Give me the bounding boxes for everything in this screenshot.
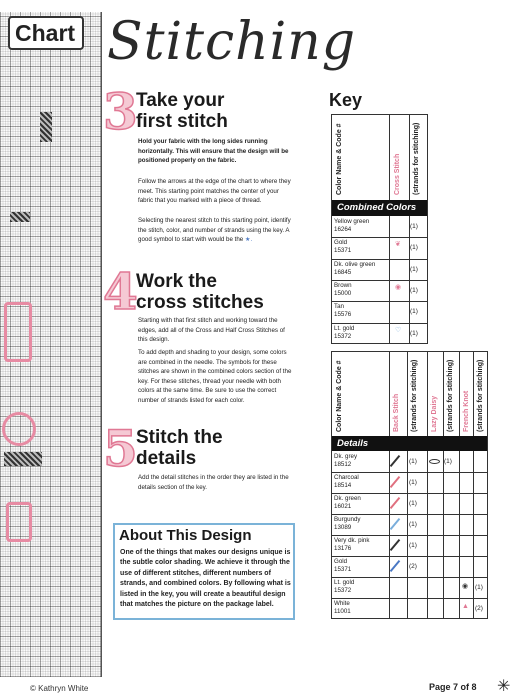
table-row-divider <box>331 323 428 324</box>
color-code: 18512 <box>334 461 352 468</box>
step-heading-line: Stitch the <box>136 427 223 448</box>
step-paragraph: Follow the arrows at the edge of the chart to where they meet. This starting point matches the center of your fabric that you marked with a piece of thread. <box>138 178 291 204</box>
color-name <box>334 218 388 234</box>
page-title: Stitching <box>107 12 357 72</box>
color-name-line: Very dk. pink <box>334 537 370 544</box>
french-knot-icon: ▲ <box>462 603 469 610</box>
table-row-divider <box>331 493 488 494</box>
strands-value: (2) <box>475 605 483 612</box>
step-heading <box>136 90 228 132</box>
color-name-line: Dk. green <box>334 495 361 502</box>
color-name <box>334 303 388 319</box>
color-name-line: Dk. grey <box>334 453 358 460</box>
strands-value: (2) <box>409 563 417 570</box>
column-header-strands: (strands for stitching) <box>477 359 484 432</box>
strands-value: (1) <box>410 265 418 273</box>
color-name-line: Gold <box>334 558 348 565</box>
color-code: 16264 <box>334 226 352 233</box>
step-number: 5 <box>103 419 138 478</box>
chart-motif <box>6 502 32 542</box>
color-name <box>334 239 388 255</box>
key-title: Key <box>329 90 363 110</box>
chart-motif <box>2 412 36 446</box>
column-header-color-name: Color Name & Code # <box>336 123 343 195</box>
color-name <box>334 558 388 574</box>
table-row-divider <box>331 577 488 578</box>
color-code: 15372 <box>334 332 352 340</box>
strands-value: (1) <box>409 479 417 486</box>
step-heading-line: Take your <box>136 90 225 111</box>
table-row-divider <box>331 259 428 260</box>
step-paragraph: To add depth and shading to your design, some colors are combined in the needle. The symbols for these stitches are shown in the combined colors section of the key. For these stitches, thread your needle with both colors at the same time. Be sure to use the correct number of strands listed for each color. <box>138 349 292 404</box>
table-row-divider <box>331 535 488 536</box>
table-row-divider <box>331 301 428 302</box>
color-name-line: Charcoal <box>334 474 359 481</box>
section-bar-details: Details <box>332 436 487 451</box>
column-header-strands: (strands for stitching) <box>413 122 420 195</box>
chart-tab-label: Chart <box>15 20 76 46</box>
color-name-line: White <box>334 600 350 607</box>
column-header-strands: (strands for stitching) <box>447 359 454 432</box>
chart-motif <box>4 302 32 362</box>
step-paragraph: Hold your fabric with the long sides running horizontally. This will ensure that the design will be positioned properly on the fabric. <box>138 138 289 164</box>
copyright: © Kathryn White <box>30 684 89 693</box>
strands-value: (1) <box>410 244 418 252</box>
color-name <box>334 261 388 277</box>
table-divider <box>443 351 444 619</box>
column-header-color-name: Color Name & Code # <box>336 360 343 432</box>
step-number: 3 <box>103 82 138 141</box>
strands-value: (1) <box>410 286 418 294</box>
color-name-line: Tan <box>334 303 344 311</box>
color-code: 13176 <box>334 545 352 552</box>
french-knot-icon: ◉ <box>462 583 469 590</box>
step-heading <box>136 427 223 469</box>
column-header-cross-stitch: Cross Stitch <box>394 153 401 195</box>
lazy-daisy-loop-icon <box>429 459 440 464</box>
step-paragraph: Add the detail stitches in the order they are listed in the details section of the key. <box>138 474 289 491</box>
stitch-symbol-icon: ❦ <box>395 241 401 249</box>
column-header-french-knot: French Knot <box>463 390 470 432</box>
table-row-divider <box>331 472 488 473</box>
stitch-symbol-icon: ◉ <box>395 283 402 291</box>
chart-motif <box>4 452 42 466</box>
color-code: 15576 <box>334 311 352 319</box>
color-code: 18514 <box>334 482 352 489</box>
step-number: 4 <box>103 262 138 321</box>
about-design-title: About This Design <box>119 527 252 544</box>
table-row-divider <box>331 514 488 515</box>
table-divider <box>427 351 428 619</box>
color-name <box>334 474 388 490</box>
color-name-line: Lt. gold <box>334 579 355 586</box>
table-row-divider <box>331 237 428 238</box>
table-divider <box>407 351 408 619</box>
step-heading-line: details <box>136 448 197 469</box>
strands-value: (1) <box>410 308 418 316</box>
color-name <box>334 537 388 553</box>
color-code: 15000 <box>334 289 352 297</box>
about-design-text: One of the things that makes our designs unique is the subtle color shading. We achieve it through the use of different stitches, different numbers of strands, and combined colors. By following what is listed in the key, you will create a beautiful design that matches the picture on the package label. <box>120 549 291 609</box>
color-name <box>334 579 388 595</box>
chart-motif <box>10 212 30 222</box>
color-name-line: Dk. olive green <box>334 260 376 268</box>
table-row-divider <box>331 598 488 599</box>
color-name-line: Lt. gold <box>334 324 355 332</box>
step-paragraph <box>138 216 294 245</box>
step-heading-line: first stitch <box>136 111 228 132</box>
table-divider <box>389 114 390 344</box>
color-code: 15371 <box>334 247 352 255</box>
color-name <box>334 453 388 469</box>
strands-value: (1) <box>409 521 417 528</box>
color-name-line: Burgundy <box>334 516 361 523</box>
color-code: 15372 <box>334 587 352 594</box>
step-heading-line: cross stitches <box>136 292 264 313</box>
column-header-strands: (strands for stitching) <box>411 359 418 432</box>
color-name-line: Gold <box>334 239 348 247</box>
strands-value: (1) <box>410 329 418 337</box>
color-code: 13089 <box>334 524 352 531</box>
step-text: Selecting the nearest stitch to this starting point, identify the stitch, color, and number of strands using the key. A good symbol to start with would be the <box>138 217 291 243</box>
color-code: 15371 <box>334 566 352 573</box>
color-name <box>334 325 388 341</box>
table-divider <box>459 351 460 619</box>
column-header-lazy-daisy: Lazy Daisy <box>431 395 438 432</box>
strands-value: (1) <box>410 223 418 230</box>
strands-value: (1) <box>409 458 417 465</box>
stitch-symbol-icon: ♡ <box>395 326 402 334</box>
step-heading-line: Work the <box>136 271 217 292</box>
chart-grid-strip <box>0 12 102 677</box>
color-name-line: Yellow green <box>334 218 370 225</box>
column-header-back-stitch: Back Stitch <box>393 393 400 432</box>
color-name-line: Brown <box>334 281 352 289</box>
table-divider <box>473 351 474 619</box>
strands-value: (1) <box>444 458 452 465</box>
table-row-divider <box>331 280 428 281</box>
color-code: 16845 <box>334 268 352 276</box>
star-symbol-icon: ★. <box>244 236 253 243</box>
strands-value: (1) <box>409 500 417 507</box>
page-number: Page 7 of 8 <box>429 682 477 692</box>
color-name <box>334 282 388 298</box>
table-row-divider <box>331 556 488 557</box>
color-name <box>334 600 388 616</box>
color-name <box>334 516 388 532</box>
strands-value: (1) <box>409 542 417 549</box>
step-paragraph: Starting with that first stitch and working toward the edges, add all of the Cross and Half Cross Stitches of this design. <box>138 317 285 343</box>
color-code: 11001 <box>334 608 351 615</box>
section-bar-combined-colors: Combined Colors <box>332 200 427 216</box>
asterisk-star-icon: ✳ <box>497 678 511 695</box>
chart-motif <box>40 112 52 142</box>
strands-value: (1) <box>475 584 483 591</box>
color-name <box>334 495 388 511</box>
step-heading <box>136 271 264 313</box>
color-code: 16021 <box>334 503 352 510</box>
